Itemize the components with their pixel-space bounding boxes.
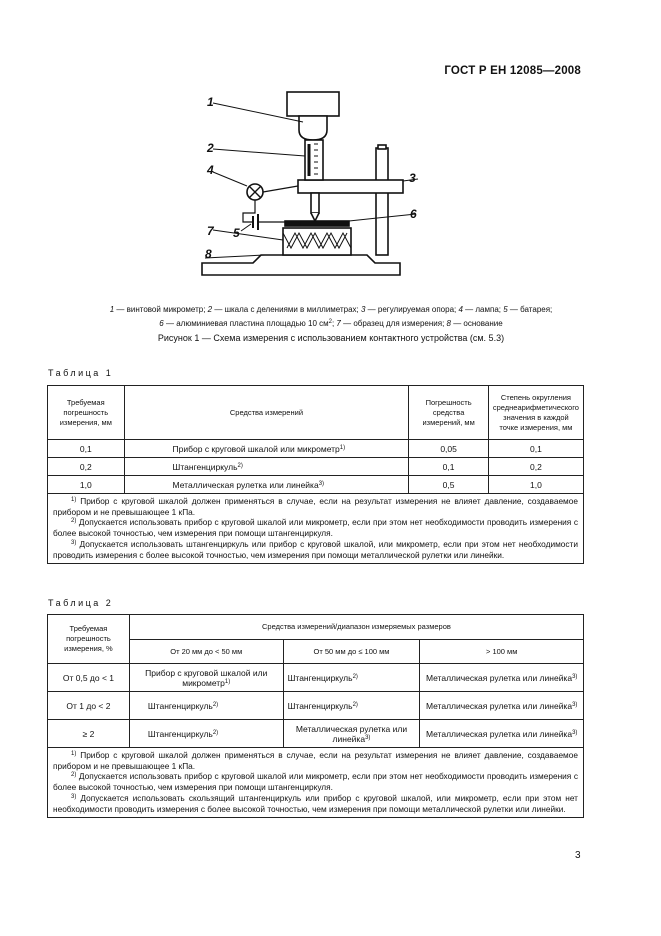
label-5: 5 bbox=[233, 226, 240, 240]
table2-note: $^{2)}$ Допускается использовать прибор с круговой шкалой или микрометр, если при этом нет необходимости проводить измерения с более высокой точностью, чем измерения при помощи штангенциркуля. bbox=[53, 771, 578, 793]
figure-legend: 1 — винтовой микрометр; 2 — шкала с делениями в миллиметрах; 3 — регулируемая опора; 4 — лампа; 5 — батарея; 6 — алюминиевая пластина площадью 10 $см^2$; 7 — образец для измерения; 8 — основание bbox=[109, 305, 553, 328]
base-shape bbox=[202, 255, 400, 275]
label-1: 1 bbox=[207, 95, 214, 109]
label-2: 2 bbox=[207, 141, 214, 155]
column-shape bbox=[376, 148, 388, 255]
table-row: От 1 до < 2 Штангенциркуль$^{2)}$ Штангенциркуль$^{2)}$ Металлическая рулетка или линейка$^{3)}$ bbox=[48, 692, 584, 720]
table2-group-header: Средства измерений/диапазон измеряемых размеров bbox=[129, 615, 583, 640]
table-row: 1,0 Металлическая рулетка или линейка$^{3)}$ 0,5 1,0 bbox=[48, 476, 584, 494]
table1-header-cell: Требуемая погрешность измерения, мм bbox=[48, 386, 125, 440]
table2-caption: Таблица 2 bbox=[48, 598, 114, 608]
table-2 bbox=[47, 614, 584, 818]
document-header: ГОСТ Р ЕН 12085—2008 bbox=[444, 65, 581, 77]
table-row: 0,1 Прибор с круговой шкалой или микрометр$^{1)}$ 0,05 0,1 bbox=[48, 440, 584, 458]
measurement-diagram bbox=[195, 88, 420, 293]
table1-note: $^{3)}$ Допускается использовать штангенциркуль или прибор с круговой шкалой, или микрометр, если при этом нет необходимости проводить измерения с более высокой точностью, чем измерения при помощи металлической рулетки или линейки. bbox=[53, 538, 578, 560]
table1-header-cell: Погрешность средства измерений, мм bbox=[409, 386, 489, 440]
table1-header-cell: Средства измерений bbox=[124, 386, 409, 440]
table-row: ≥ 2 Штангенциркуль$^{2)}$ Металлическая рулетка или линейка$^{3)}$ Металлическая рулетка или линейка$^{3)}$ bbox=[48, 720, 584, 748]
label-7: 7 bbox=[207, 224, 214, 238]
table2-subheader-cell: От 50 мм до ≤ 100 мм bbox=[283, 640, 420, 664]
table1-note: $^{1)}$ Прибор с круговой шкалой должен применяться в случае, если на результат измерения не влияет давление, создаваемое прибором и не превышающее 1 кПа. bbox=[53, 496, 578, 517]
figure-caption: Рисунок 1 — Схема измерения с использованием контактного устройства (см. 5.3) bbox=[157, 333, 505, 343]
label-3: 3 bbox=[409, 171, 416, 185]
label-8: 8 bbox=[205, 247, 212, 261]
table1-note: $^{2)}$ Допускается использовать прибор с круговой шкалой или микрометр, если при этом нет необходимости проводить измерения с более высокой точностью, чем измерения при помощи штангенциркуля. bbox=[53, 517, 578, 539]
table2-header-row bbox=[48, 615, 584, 640]
table1-notes-row bbox=[48, 494, 584, 564]
table2-notes-row bbox=[48, 748, 584, 818]
table-row: От 0,5 до < 1 Прибор с круговой шкалой или микрометр$^{1)}$ Штангенциркуль$^{2)}$ Металлическая рулетка или линейка$^{3)}$ bbox=[48, 664, 584, 692]
table1-caption: Таблица 1 bbox=[48, 368, 114, 378]
table2-subheader-cell: От 20 мм до < 50 мм bbox=[129, 640, 283, 664]
label-6: 6 bbox=[410, 207, 417, 221]
label-4: 4 bbox=[207, 163, 214, 177]
table1-header-cell: Степень округления среднеарифметического значения в каждой точке измерения, мм bbox=[488, 386, 583, 440]
table2-subheader-cell: > 100 мм bbox=[420, 640, 584, 664]
support-arm bbox=[298, 180, 403, 193]
table1-header-row bbox=[48, 386, 584, 440]
table2-note: $^{1)}$ Прибор с круговой шкалой должен применяться в случае, если на результат измерения не влияет давление, создаваемое прибором и не превышающее 1 кПа. bbox=[53, 750, 578, 771]
page-number: 3 bbox=[575, 850, 581, 861]
table2-note: $^{3)}$ Допускается использовать скользящий штангенциркуль или прибор с круговой шкалой, или микрометр, если при этом нет необходимости проводить измерения с более высокой точностью, чем измерения при помощи металлической рулетки или линейки. bbox=[53, 792, 578, 814]
table-row: 0,2 Штангенциркуль$^{2)}$ 0,1 0,2 bbox=[48, 458, 584, 476]
table2-header-cell: Требуемая погрешность измерения, % bbox=[48, 615, 130, 664]
table-1 bbox=[47, 385, 584, 564]
micrometer-knob bbox=[287, 92, 339, 116]
specimen bbox=[283, 228, 351, 255]
battery bbox=[253, 214, 258, 230]
